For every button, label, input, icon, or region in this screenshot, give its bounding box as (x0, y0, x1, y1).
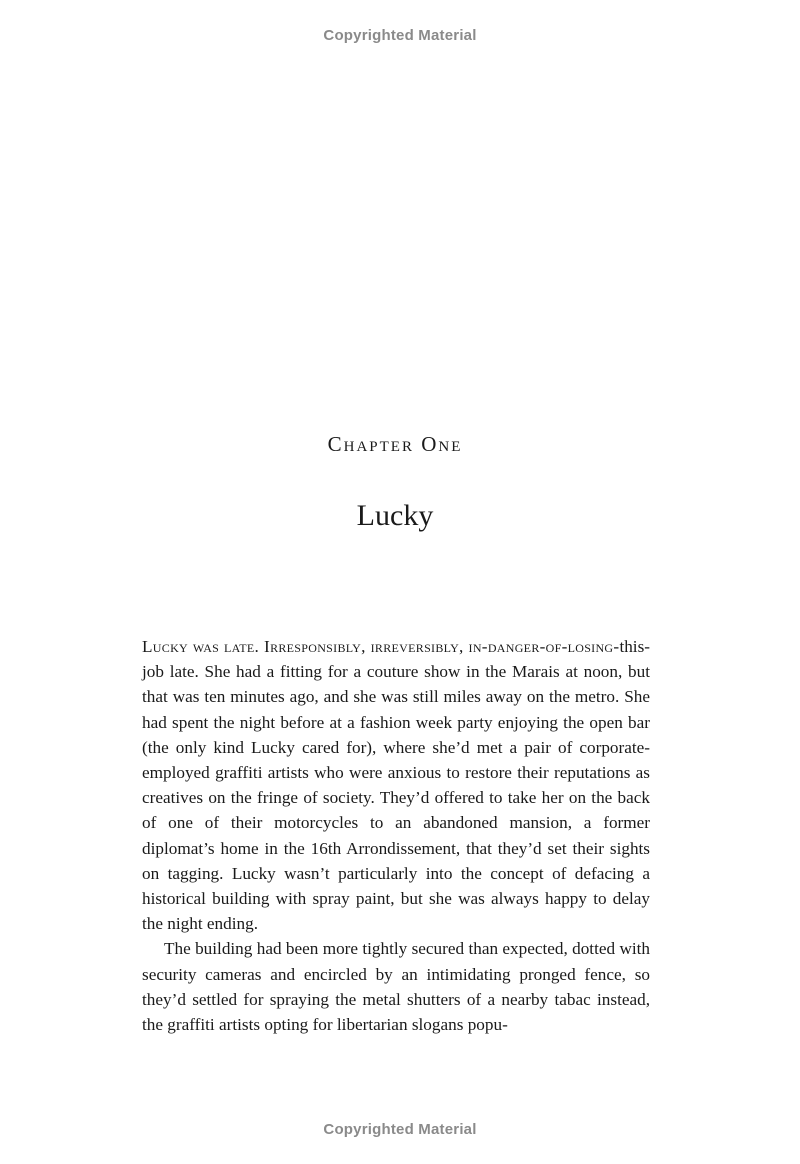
paragraph-1 (142, 634, 650, 936)
copyright-watermark-bottom: Copyrighted Material (323, 1121, 477, 1138)
paragraph-1-text: this-job late. She had a fitting for a couture show in the Marais at noon, but that was ten minutes ago, and she was still miles away on the metro. She had spent the night before at a fashion week party enjoying the open bar (the only kind Lucky cared for), where she’d met a pair of corporate-employed graffiti artists who were anxious to restore their reputations as creatives on the fringe of society. They’d offered to take her on the back of one of their motorcycles to an abandoned mansion, a former diplomat’s home in the 16th Arrondissement, that they’d set their sights on tagging. Lucky wasn’t particularly into the concept of defacing a historical building with spray paint, but she was always happy to delay the night ending. (142, 637, 650, 934)
paragraph-lead-in: Lucky was late. Irresponsibly, irreversibly, in-danger-of-losing- (142, 637, 620, 656)
chapter-label: Chapter One (327, 432, 463, 456)
body-text (142, 634, 650, 1037)
chapter-title: Lucky (356, 499, 434, 532)
paragraph-2: The building had been more tightly secured than expected, dotted with security cameras and encircled by an intimidating pronged fence, so they’d settled for spraying the metal shutters of a nearby tabac instead, the graffiti artists opting for libertarian slogans popu- (142, 939, 650, 1035)
copyright-watermark-top: Copyrighted Material (323, 27, 477, 44)
